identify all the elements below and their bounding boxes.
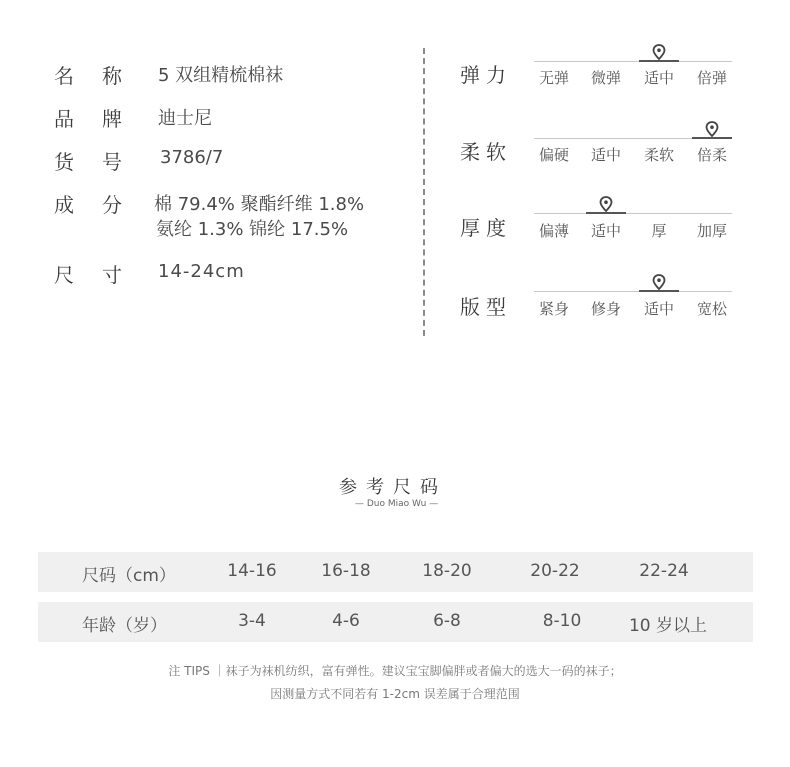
attribute-option: 无弹 [538, 69, 569, 87]
attribute-title-elasticity: 弹力 [460, 63, 512, 87]
spec-label-char: 名 [54, 64, 75, 88]
attribute-option: 适中 [643, 69, 674, 87]
attribute-option: 偏硬 [538, 146, 569, 164]
dashed-divider [423, 48, 425, 336]
size-table-cell: 20-22 [530, 561, 580, 581]
size-table-cell: 18-20 [422, 561, 472, 581]
size-table-row-header: 尺码（cm） [82, 566, 176, 586]
attribute-option: 适中 [590, 146, 621, 164]
spec-label-char: 分 [102, 193, 123, 217]
location-pin-icon [652, 274, 666, 290]
spec-label-char: 寸 [102, 263, 123, 287]
attribute-track [534, 291, 732, 292]
spec-value-material: 棉 79.4% 聚酯纤维 1.8% [154, 194, 365, 215]
spec-label-name [54, 60, 144, 88]
attribute-option: 适中 [643, 300, 674, 318]
spec-label-char: 货 [54, 150, 75, 174]
spec-value-name: 5 双组精梳棉袜 [158, 65, 284, 86]
attribute-option: 加厚 [696, 222, 727, 240]
size-table-cell: 8-10 [542, 611, 582, 631]
tips-note-line2: 因测量方式不同若有 1-2cm 误差属于合理范围 [270, 687, 520, 701]
attribute-option: 柔软 [643, 146, 674, 164]
size-table-cell: 4-6 [332, 611, 360, 631]
size-table-row [38, 552, 753, 592]
spec-label-char: 成 [54, 193, 75, 217]
attribute-option: 倍弹 [696, 69, 727, 87]
attribute-track [534, 213, 732, 214]
attribute-title-fit: 版型 [460, 295, 512, 319]
size-table-cell: 10 岁以上 [628, 616, 708, 636]
attribute-option: 偏薄 [538, 222, 569, 240]
attribute-option: 微弹 [590, 69, 621, 87]
spec-label-material [54, 189, 144, 217]
size-table-cell: 6-8 [433, 611, 461, 631]
location-pin-icon [705, 121, 719, 137]
size-table-row-header: 年龄（岁） [82, 616, 167, 636]
spec-label-size [54, 259, 144, 287]
spec-value-item-no: 3786/7 [160, 147, 224, 168]
spec-value-size: 14-24cm [158, 261, 245, 282]
attribute-option: 宽松 [696, 300, 727, 318]
spec-label-char: 牌 [102, 107, 123, 131]
attribute-option: 厚 [651, 222, 667, 240]
location-pin-icon [599, 196, 613, 212]
spec-label-char: 品 [54, 107, 75, 131]
size-table-cell: 16-18 [321, 561, 371, 581]
section-subtitle: — Duo Miao Wu — [355, 499, 439, 509]
size-table-cell: 14-16 [227, 561, 277, 581]
attribute-title-thickness: 厚度 [460, 216, 512, 240]
attribute-marker-bar [639, 60, 679, 62]
attribute-track [534, 61, 732, 62]
spec-label-item-no [54, 146, 144, 174]
spec-value-brand: 迪士尼 [158, 108, 212, 129]
location-pin-icon [652, 44, 666, 60]
attribute-option: 倍柔 [696, 146, 727, 164]
tips-note-line1: 注 TIPS ｜袜子为袜机纺织，富有弹性。建议宝宝脚偏胖或者偏大的选大一码的袜子； [168, 664, 622, 678]
attribute-option: 修身 [590, 300, 621, 318]
attribute-option: 适中 [590, 222, 621, 240]
attribute-marker-bar [692, 137, 732, 139]
spec-label-char: 尺 [54, 263, 75, 287]
size-table-row [38, 602, 753, 642]
attribute-marker-bar [639, 290, 679, 292]
size-table-cell: 22-24 [639, 561, 689, 581]
spec-label-brand [54, 103, 144, 131]
section-title: 参考尺码 [339, 477, 447, 498]
spec-label-char: 称 [102, 64, 123, 88]
spec-value-material-line2: 氨纶 1.3% 锦纶 17.5% [156, 219, 349, 240]
spec-label-char: 号 [102, 150, 123, 174]
attribute-title-softness: 柔软 [460, 140, 512, 164]
attribute-marker-bar [586, 212, 626, 214]
size-table-cell: 3-4 [238, 611, 266, 631]
attribute-option: 紧身 [538, 300, 569, 318]
